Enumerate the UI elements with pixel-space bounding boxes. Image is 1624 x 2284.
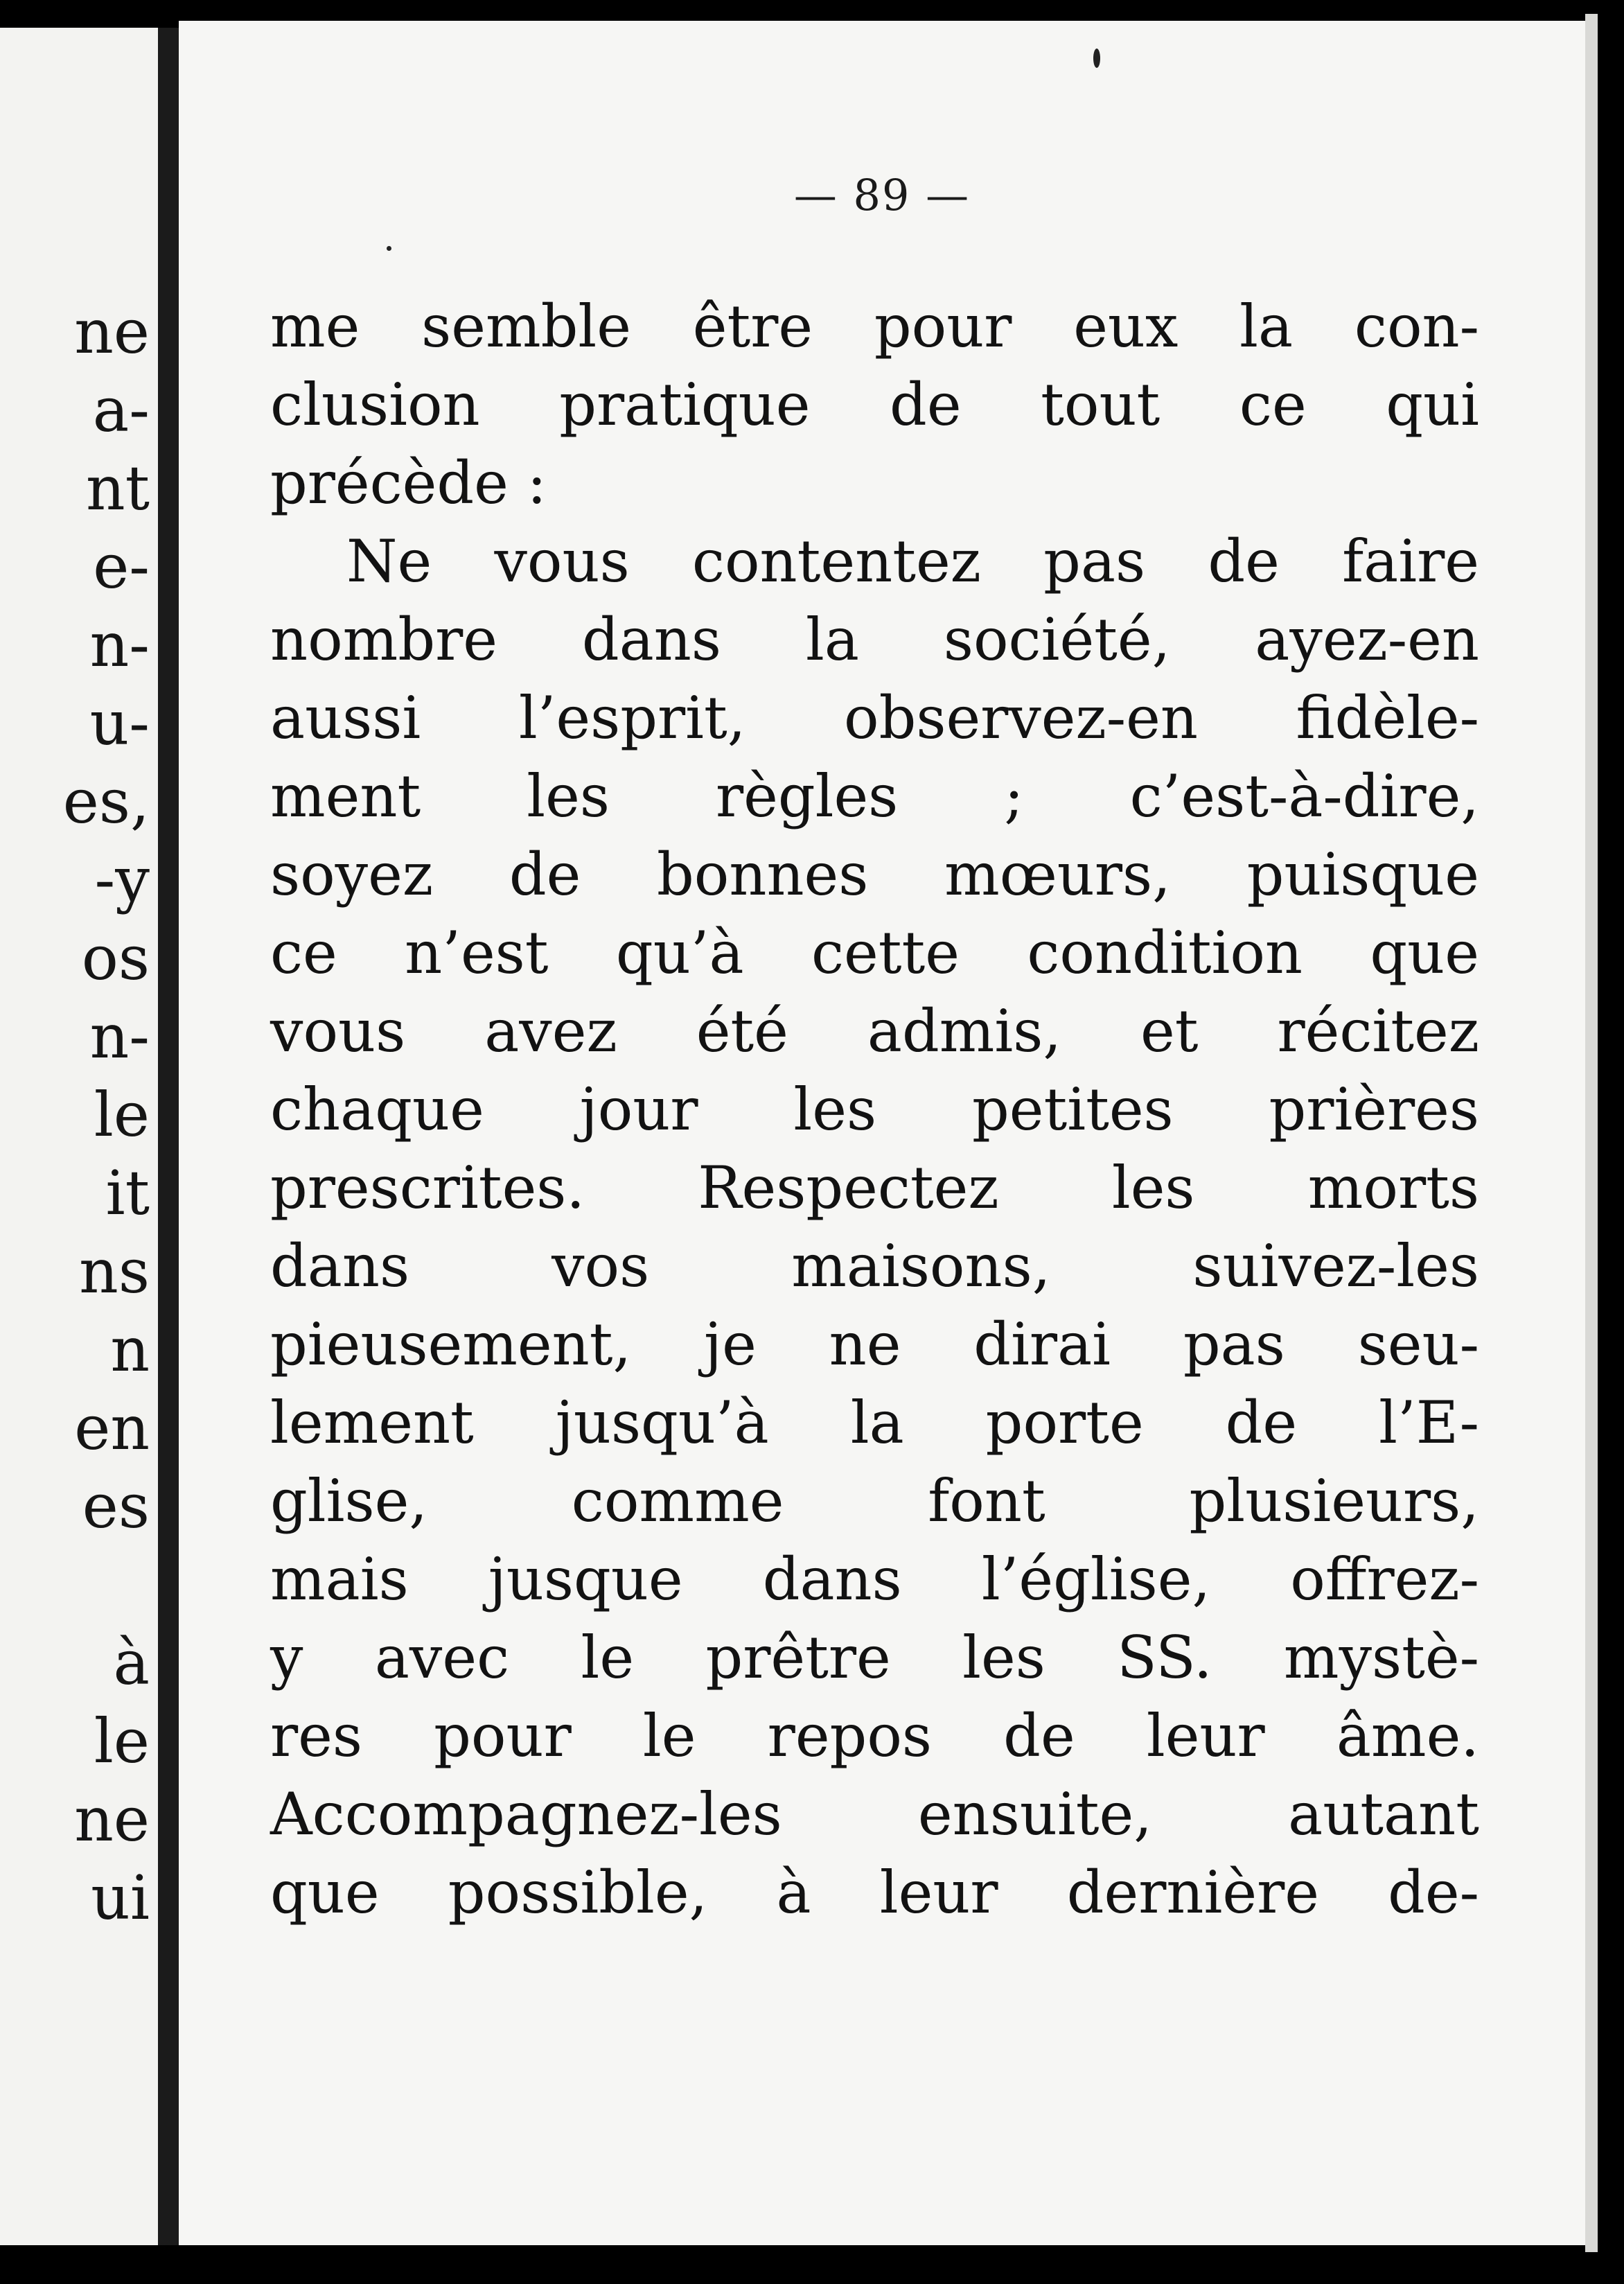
left-page-fragment: en (74, 1392, 150, 1464)
left-page-fragment: n (110, 1314, 150, 1385)
text-line: prescrites. Respectez les morts (270, 1154, 1479, 1222)
left-page-fragment: à (113, 1627, 150, 1698)
text-line: y avec le prêtre les SS. mystè- (270, 1624, 1479, 1692)
text-line: que possible, à leur dernière de- (270, 1859, 1479, 1926)
left-page-fragment: u- (89, 687, 150, 759)
right-page (179, 21, 1585, 2245)
text-line: glise, comme font plusieurs, (270, 1467, 1479, 1535)
left-page-fragment: ne (74, 296, 150, 367)
left-page-fragment: -y (94, 844, 150, 915)
scan-speck (1093, 49, 1100, 68)
scan-speck (387, 246, 391, 251)
text-line: dans vos maisons, suivez-les (270, 1232, 1479, 1300)
text-line: chaque jour les petites prières (270, 1075, 1479, 1143)
left-page-fragment: le (94, 1705, 150, 1777)
left-page-fragment: e- (93, 531, 150, 602)
text-line: clusion pratique de tout ce qui (270, 371, 1479, 439)
left-page-fragment: le (94, 1079, 150, 1150)
body-text (270, 288, 1479, 1932)
text-line: Accompagnez-les ensuite, autant (270, 1780, 1479, 1848)
left-page-fragment: it (105, 1157, 150, 1229)
text-line: me semble être pour eux la con- (270, 292, 1479, 360)
text-line: vous avez été admis, et récitez (270, 997, 1479, 1065)
page-number: — 89 — (793, 170, 971, 220)
page-edge (1585, 14, 1598, 2252)
paragraph-first-line: Ne vous contentez pas de faire (346, 527, 1479, 595)
left-page-fragment: ns (79, 1236, 150, 1307)
text-line: lement jusqu’à la porte de l’E- (270, 1389, 1479, 1457)
left-page-fragment: n- (89, 609, 150, 680)
left-page-fragment: ne (74, 1784, 150, 1855)
left-page-fragment: es (82, 1470, 150, 1542)
book-gutter (158, 28, 179, 2245)
left-page-fragment: nt (85, 453, 150, 524)
text-line: nombre dans la société, ayez-en (270, 606, 1479, 674)
text-line: ment les règles ; c’est-à-dire, (270, 762, 1479, 830)
text-line: pieusement, je ne dirai pas seu- (270, 1310, 1479, 1378)
text-line: res pour le repos de leur âme. (270, 1702, 1479, 1770)
left-page-edge (0, 28, 158, 2245)
text-line: aussi l’esprit, observez-en fidèle- (270, 684, 1479, 752)
text-line: mais jusque dans l’église, offrez- (270, 1545, 1479, 1613)
left-page-fragment: os (81, 922, 150, 994)
text-line: précède : (270, 449, 547, 517)
left-page-fragment: ui (91, 1862, 150, 1933)
text-line: ce n’est qu’à cette condition que (270, 919, 1479, 987)
left-page-fragment: es, (62, 766, 150, 837)
left-page-fragment: a- (92, 374, 150, 446)
left-page-fragment: n- (89, 1001, 150, 1072)
text-line: soyez de bonnes mœurs, puisque (270, 841, 1479, 908)
